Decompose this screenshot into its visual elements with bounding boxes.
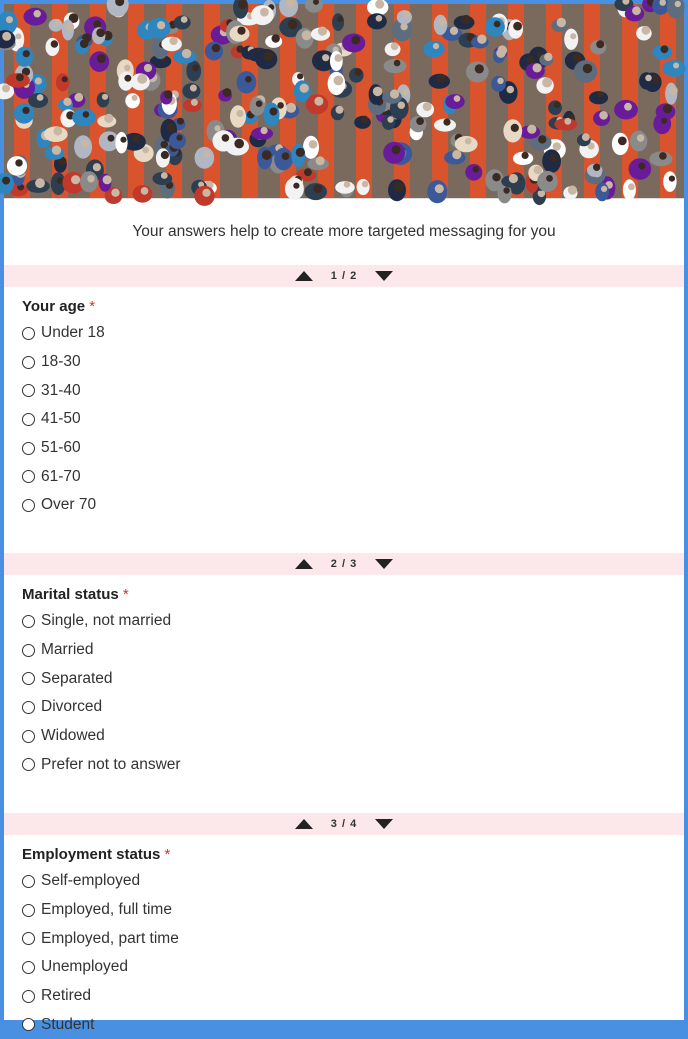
next-arrow-icon[interactable] <box>375 819 393 829</box>
radio-button[interactable] <box>22 356 35 369</box>
radio-label: Married <box>41 641 94 659</box>
radio-label: 41-50 <box>41 410 81 428</box>
radio-label: Unemployed <box>41 958 129 976</box>
question-title-text: Your age <box>22 298 86 315</box>
radio-button[interactable] <box>22 384 35 397</box>
radio-option[interactable] <box>22 636 666 665</box>
previous-arrow-icon[interactable] <box>295 819 313 829</box>
question-title <box>22 583 666 607</box>
radio-button[interactable] <box>22 413 35 426</box>
radio-option[interactable] <box>22 462 666 491</box>
radio-option[interactable] <box>22 434 666 463</box>
radio-option[interactable] <box>22 319 666 348</box>
radio-button[interactable] <box>22 644 35 657</box>
pager-count: 3 / 4 <box>330 818 358 830</box>
radio-button[interactable] <box>22 932 35 945</box>
radio-option[interactable] <box>22 982 666 1011</box>
form-subtitle: Your answers help to create more targeted messaging for you <box>132 223 556 240</box>
radio-label: Prefer not to answer <box>41 755 181 773</box>
radio-button[interactable] <box>22 961 35 974</box>
radio-option[interactable] <box>22 607 666 636</box>
radio-label: 51-60 <box>41 439 81 457</box>
question-employment-status <box>4 835 684 1039</box>
question-title <box>22 295 666 319</box>
radio-option[interactable] <box>22 376 666 405</box>
radio-button[interactable] <box>22 327 35 340</box>
radio-button[interactable] <box>22 701 35 714</box>
radio-label: 31-40 <box>41 381 81 399</box>
question-age <box>4 287 684 553</box>
radio-button[interactable] <box>22 875 35 888</box>
radio-label: Over 70 <box>41 496 97 514</box>
required-asterisk: * <box>122 586 129 603</box>
question-pager-1 <box>4 265 684 287</box>
radio-label: 18-30 <box>41 353 81 371</box>
radio-label: Under 18 <box>41 324 105 342</box>
survey-form <box>4 4 684 1033</box>
header-image <box>4 4 684 199</box>
radio-option[interactable] <box>22 405 666 434</box>
radio-button[interactable] <box>22 672 35 685</box>
question-pager-2 <box>4 553 684 575</box>
next-arrow-icon[interactable] <box>375 559 393 569</box>
required-asterisk: * <box>164 846 171 863</box>
radio-option[interactable] <box>22 896 666 925</box>
radio-button[interactable] <box>22 730 35 743</box>
radio-option[interactable] <box>22 924 666 953</box>
radio-label: 61-70 <box>41 467 81 485</box>
radio-option[interactable] <box>22 348 666 377</box>
radio-label: Single, not married <box>41 612 172 630</box>
radio-label: Widowed <box>41 727 105 745</box>
radio-label: Self-employed <box>41 872 141 890</box>
radio-label: Separated <box>41 669 113 687</box>
required-asterisk: * <box>89 298 96 315</box>
radio-label: Divorced <box>41 698 103 716</box>
radio-option[interactable] <box>22 867 666 896</box>
radio-label: Retired <box>41 987 91 1005</box>
question-marital-status <box>4 575 684 813</box>
question-title-text: Marital status <box>22 586 119 603</box>
radio-option[interactable] <box>22 750 666 779</box>
radio-button[interactable] <box>22 499 35 512</box>
radio-label: Student <box>41 1015 95 1033</box>
radio-option[interactable] <box>22 664 666 693</box>
radio-button[interactable] <box>22 442 35 455</box>
radio-button[interactable] <box>22 1018 35 1031</box>
radio-button[interactable] <box>22 904 35 917</box>
radio-option[interactable] <box>22 693 666 722</box>
crowd-photo <box>4 4 684 198</box>
radio-button[interactable] <box>22 990 35 1003</box>
previous-arrow-icon[interactable] <box>295 559 313 569</box>
question-title <box>22 843 666 867</box>
radio-option[interactable] <box>22 491 666 520</box>
radio-label: Employed, full time <box>41 901 172 919</box>
radio-option[interactable] <box>22 953 666 982</box>
pager-count: 2 / 3 <box>330 558 358 570</box>
previous-arrow-icon[interactable] <box>295 271 313 281</box>
radio-button[interactable] <box>22 470 35 483</box>
radio-button[interactable] <box>22 758 35 771</box>
next-arrow-icon[interactable] <box>375 271 393 281</box>
radio-option[interactable] <box>22 1010 666 1039</box>
radio-button[interactable] <box>22 615 35 628</box>
pager-count: 1 / 2 <box>330 270 358 282</box>
question-title-text: Employment status <box>22 846 161 863</box>
radio-label: Employed, part time <box>41 929 179 947</box>
question-pager-3 <box>4 813 684 835</box>
radio-option[interactable] <box>22 722 666 751</box>
